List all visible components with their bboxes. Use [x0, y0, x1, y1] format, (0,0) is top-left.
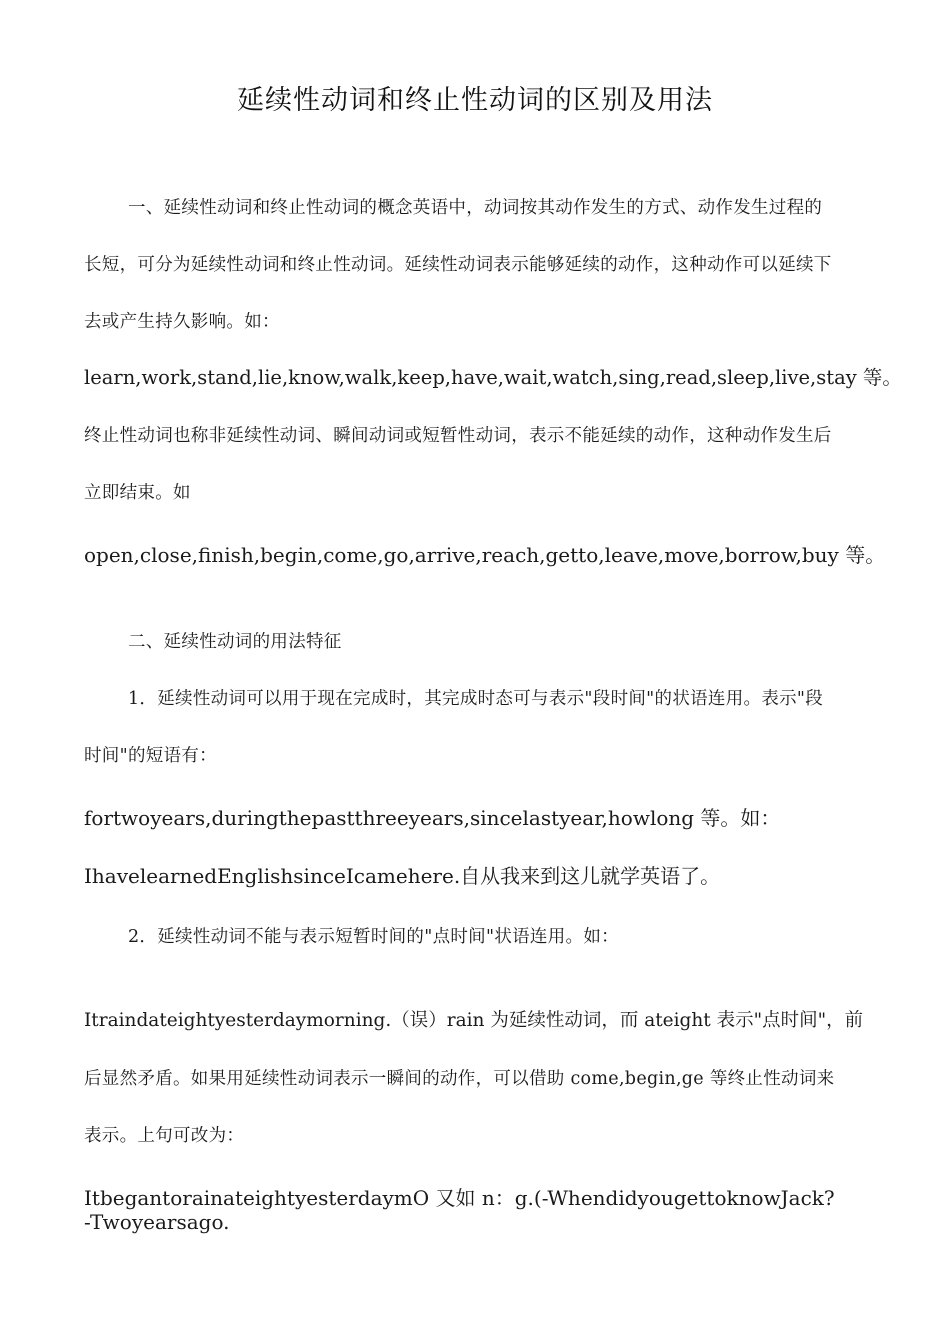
- paragraph-line: ItbegantorainateightyesterdaymO 又如 n：g.(-WhendidyougettoknowJack?: [84, 1186, 835, 1210]
- paragraph-line: -Twoyearsago.: [84, 1210, 230, 1234]
- paragraph-line: open,close,finish,begin,come,go,arrive,reach,getto,leave,move,borrow,buy 等。: [84, 543, 886, 567]
- paragraph-line: 一、延续性动词和终止性动词的概念英语中，动词按其动作发生的方式、动作发生过程的: [128, 198, 823, 218]
- paragraph-line: 时间"的短语有：: [84, 746, 217, 766]
- section-heading: 二、延续性动词的用法特征: [128, 632, 342, 652]
- paragraph-line: 后显然矛盾。如果用延续性动词表示一瞬间的动作，可以借助 come,begin,ge 等终止性动词来: [84, 1069, 835, 1089]
- paragraph-line: 终止性动词也称非延续性动词、瞬间动词或短暂性动词，表示不能延续的动作，这种动作发生后: [84, 426, 832, 446]
- paragraph-line: 表示。上句可改为：: [84, 1126, 245, 1146]
- paragraph-line: learn,work,stand,lie,know,walk,keep,have,wait,watch,sing,read,sleep,live,stay 等。: [84, 366, 902, 389]
- paragraph-line: IhavelearnedEnglishsinceIcamehere.自从我来到这儿就学英语了。: [84, 864, 721, 888]
- paragraph-line: 立即结束。如: [84, 483, 191, 503]
- paragraph-line: 去或产生持久影响。如：: [84, 312, 280, 332]
- document-title: 延续性动词和终止性动词的区别及用法: [237, 85, 713, 116]
- paragraph-line: 2．延续性动词不能与表示短暂时间的"点时间"状语连用。如：: [128, 927, 619, 947]
- paragraph-line: 1．延续性动词可以用于现在完成时，其完成时态可与表示"段时间"的状语连用。表示"段: [128, 689, 824, 709]
- paragraph-line: Itraindateightyesterdaymorning.（误）rain 为延续性动词，而 ateight 表示"点时间"，前: [84, 1010, 864, 1031]
- paragraph-line: 长短，可分为延续性动词和终止性动词。延续性动词表示能够延续的动作，这种动作可以延续下: [84, 255, 832, 275]
- paragraph-line: fortwoyears,duringthepastthreeyears,sincelastyear,howlong 等。如：: [84, 806, 781, 830]
